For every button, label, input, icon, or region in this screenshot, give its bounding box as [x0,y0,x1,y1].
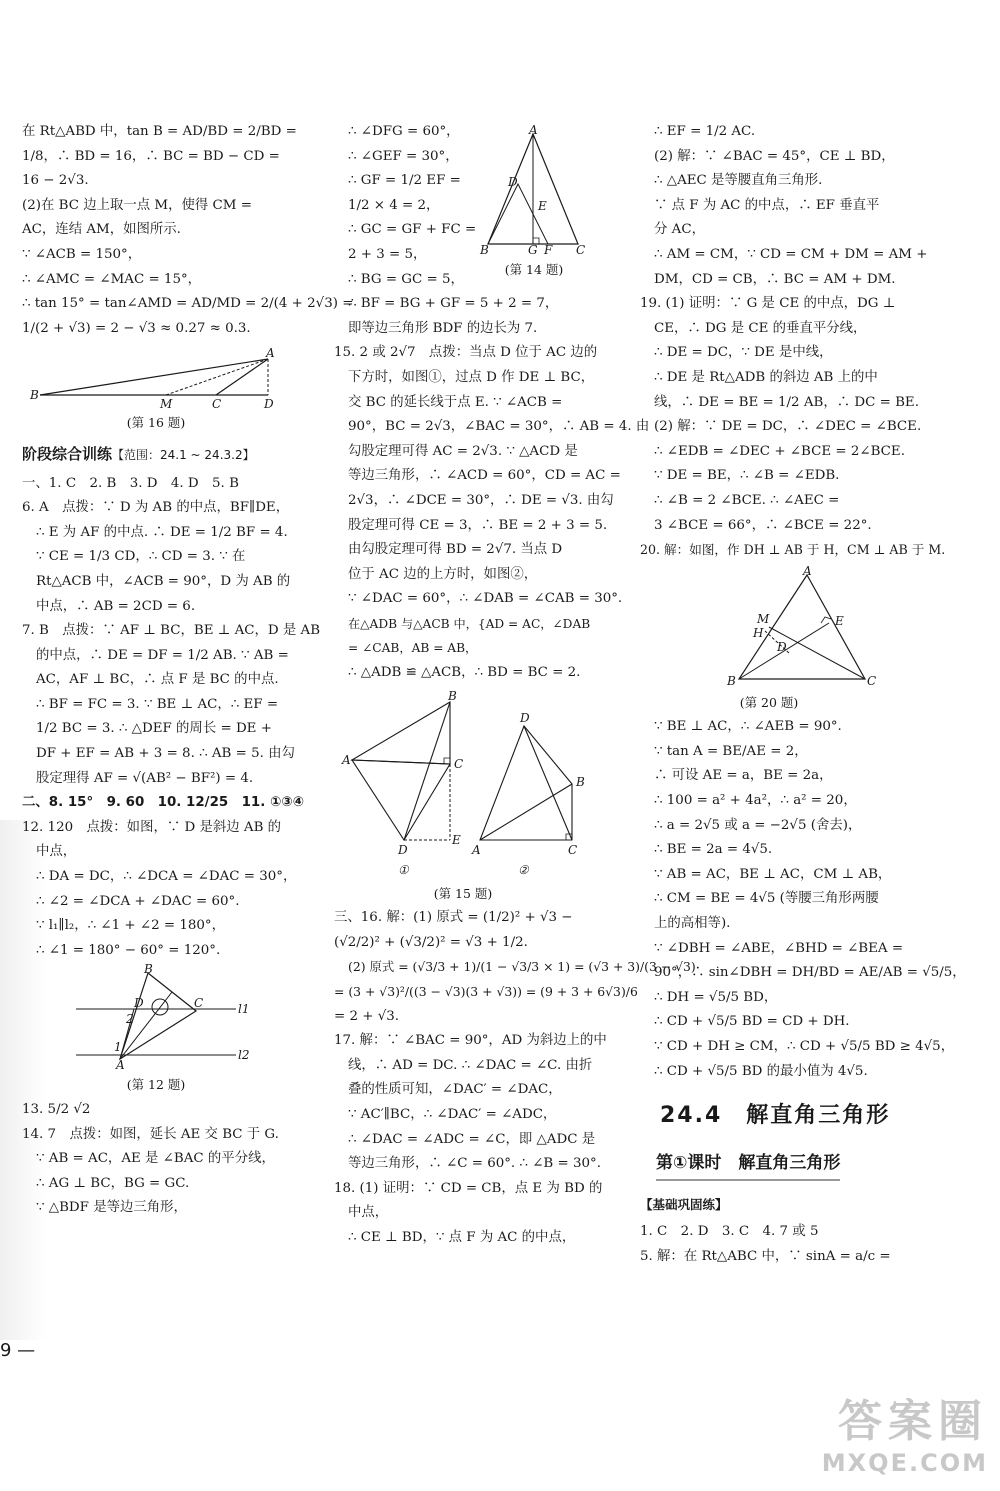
text-line: 中点， [348,1205,389,1221]
answer-20-continued [640,715,966,1084]
text-line: 1/8，∴ BD = 16，∴ BC = BD − CD = [22,148,280,164]
text-line: ∴ AG ⊥ BC，BG = GC. [36,1175,190,1191]
answers-1-to-12 [22,472,321,964]
practice-subtitle: 【基础巩固练】 [640,1197,728,1213]
fig15-label-c1: C [454,756,464,771]
text-line: = (3 + √3)²/((3 − √3)(3 + √3)) = (9 + 3 + 6√3)/6 [334,984,638,1000]
text-line: 14. 7 点拨：如图，延长 AE 交 BC 于 G. [22,1126,279,1142]
text-line: 等边三角形，∴ ∠ACD = 60°，CD = AC = [348,468,621,484]
figure-12 [56,962,256,1073]
text-line: 5. 解：在 Rt△ABC 中，∵ sinA = a/c = [640,1248,891,1264]
fig14-label-f: F [544,243,553,257]
text-line: 15. 2 或 2√7 点拨：当点 D 位于 AC 边的 [334,345,598,361]
fig15-label-b2: B [576,774,585,789]
text-line: ∴ BE = 2a = 4√5. [654,842,773,858]
text-line: 6. A 点拨：∵ D 为 AB 的中点，BF∥DE， [22,500,290,516]
text-line: ∴ ∠GEF = 30°， [348,148,459,164]
figure-15-caption: (第 15 题) [433,885,493,901]
text-line: 由勾股定理可得 BD = 2√7. 当点 D [348,542,563,558]
fig15-label-a2: A [472,842,481,857]
text-line: 勾股定理可得 AC = 2√3. ∵ △ACD 是 [348,443,578,459]
column-1 [22,120,354,1221]
text-line: ∴ BG = GC = 5， [348,271,464,287]
text-line: ∵ CE = 1/3 CD，∴ CD = 3. ∵ 在 [36,549,246,565]
text-line: 等边三角形，∴ ∠C = 60°. ∴ ∠B = 30°. [348,1156,601,1172]
text-line: 2 + 3 = 5， [348,246,427,262]
text-line: 位于 AC 边的上方时，如图②， [348,566,538,582]
text-line: ∵ 点 F 为 AC 的中点，∴ EF 垂直平 [654,197,880,213]
text-line: 16 − 2√3. [22,173,89,189]
fig15-label-a1: A [342,752,351,767]
fig12-label-1: 1 [114,1040,122,1055]
lesson-answers [640,1220,898,1269]
text-line: 18. (1) 证明：∵ CD = CB，点 E 为 BD 的 [334,1180,603,1196]
text-line: 90°，∴ sin∠DBH = DH/BD = AE/AB = √5/5， [654,965,966,981]
fig14-label-d: D [508,175,518,189]
text-line: 3 ∠BCE = 66°，∴ ∠BCE = 22°. [654,517,872,533]
text-line: ∵ ∠DBH = ∠ABE，∠BHD = ∠BEA = [654,940,904,956]
text-line: ∵ CD + DH ≥ CM，∴ CD + √5/5 BD ≥ 4√5， [654,1039,955,1054]
fig15-label-c2: C [568,842,578,857]
text-line: 中点，∴ AB = 2CD = 6. [36,598,196,614]
fig20-label-b: B [727,673,736,688]
watermark-url: MXQE.COM [821,1449,988,1477]
text-line: 12. 120 点拨：如图，∵ D 是斜边 AB 的 [22,819,282,835]
figure-14 [478,123,588,257]
figure-16-caption: (第 16 题) [126,415,186,431]
text-line: 股定理可得 CE = 3，∴ BE = 2 + 3 = 5. [348,517,608,533]
text-line: ∴ CD + √5/5 BD = CD + DH. [654,1014,850,1030]
text-line: ∴ EF = 1/2 AC. [654,124,756,139]
answer-14-continued [334,120,592,341]
fig14-label-e: E [538,199,547,213]
text-line: 的中点，∴ DE = DF = 1/2 AB. ∵ AB = [36,647,289,663]
text-line: 即等边三角形 BDF 的边长为 7. [348,320,538,336]
fig16-label-m: M [160,397,173,412]
text-line: ∵ ∠DAC = 60°，∴ ∠DAB = ∠CAB = 30°. [348,591,623,607]
text-line: ∴ CE ⊥ BD，∵ 点 F 为 AC 的中点， [348,1229,576,1245]
text-line: ∵ tan A = BE/AE = 2， [654,743,808,759]
text-line: 90°，BC = 2√3，∠BAC = 30°，∴ AB = 4. 由 [348,419,650,435]
text-line: ∵ △BDF 是等边三角形， [36,1200,187,1216]
text-line: ∴ ∠1 = 180° − 60° = 120°. [36,942,221,958]
text-line: 1/(2 + √3) = 2 − √3 ≈ 0.27 ≈ 0.3. [22,320,251,336]
text-line: (2) 解：∵ ∠BAC = 45°，CE ⊥ BD， [654,148,895,164]
figure-12-caption: (第 12 题) [126,1077,186,1093]
text-line: ∴ ∠AMC = ∠MAC = 15°， [22,271,202,287]
text-line: 线，∴ DE = BE = 1/2 AB，∴ DC = BE. [654,394,919,410]
text-line: ∴ 100 = a² + 4a²，∴ a² = 20， [654,793,857,809]
text-line: (2) 原式 = (√3/3 + 1)/(1 − √3/3 × 1) = (√3 + 3)/(3 − √3) [348,959,696,975]
text-line: 2√3，∴ ∠DCE = 30°，∴ DE = √3. 由勾 [348,492,614,508]
text-line: (√2/2)² + (√3/2)² = √3 + 1/2. [334,934,528,950]
page-number: 9 — [0,1340,36,1361]
text-line: DM，CD = CB，∴ BC = AM + DM. [654,271,896,287]
fig15-label-b1: B [448,688,457,703]
figure-15 [338,690,588,880]
text-line: ∴ DH = √5/5 BD， [654,989,778,1005]
figure-14-caption: (第 14 题) [504,262,564,277]
text-line: ∵ AB = AC，AE 是 ∠BAC 的平分线， [36,1151,275,1167]
text-line: ∴ BF = BG + GF = 5 + 2 = 7， [348,296,559,312]
fig14-label-a: A [529,123,538,137]
text-line: ∴ GC = GF + FC = [348,222,477,238]
fig15-label-d1: D [398,842,408,857]
text-line: 1. C 2. D 3. C 4. 7 或 5 [640,1223,819,1239]
chapter-title: 24.4 解直角三角形 [660,1103,891,1129]
watermark [822,1385,988,1477]
fig20-label-c: C [867,673,877,688]
text-line: (2) 解：∵ DE = DC，∴ ∠DEC = ∠BCE. [654,419,922,435]
fig12-label-b: B [144,962,153,977]
fig12-label-l2: l2 [238,1048,250,1063]
text-line: ∴ DE = DC，∵ DE 是中线， [654,345,833,361]
fig20-label-a: A [803,563,812,578]
section-title-text: 阶段综合训练 [22,444,113,463]
text-line: ∴ ∠B = 2 ∠BCE. ∴ ∠AEC = [654,492,840,508]
text-line: (2)在 BC 边上取一点 M，使得 CM = [22,197,252,213]
text-line: 7. B 点拨：∵ AF ⊥ BC，BE ⊥ AC，D 是 AB [22,623,321,639]
text-line: 分 AC， [654,222,705,238]
text-line: 二、8. 15° 9. 60 10. 12/25 11. ①③④ [22,795,304,811]
fig12-label-d: D [134,996,144,1011]
text-line: 中点， [36,844,77,860]
fig15-label-circle2: ② [518,862,529,877]
fig14-label-g: G [528,243,538,257]
text-line: ∴ ∠2 = ∠DCA + ∠DAC = 60°. [36,893,240,909]
fig15-label-circle1: ① [398,862,409,877]
section-range: 【范围：24.1 ~ 24.3.2】 [112,447,255,462]
text-line: 线，∴ AD = DC. ∴ ∠DAC = ∠C. 由折 [348,1057,593,1073]
text-line: ∴ BF = FC = 3. ∵ BE ⊥ AC，∴ EF = [36,696,279,712]
text-line: ∵ ∠ACB = 150°， [22,246,142,262]
text-line: 1/2 × 4 = 2， [348,197,440,213]
text-line: ∴ ∠EDB = ∠DEC + ∠BCE = 2∠BCE. [654,443,905,459]
text-line: ∵ AB = AC，BE ⊥ AC，CM ⊥ AB， [654,866,892,882]
fig12-label-c: C [194,996,204,1011]
text-line: ∵ BE ⊥ AC，∴ ∠AEB = 90°. [654,719,842,735]
answer-15 [334,341,650,685]
text-line: ∴ 可设 AE = a，BE = 2a， [654,768,833,784]
text-line: 1/2 BC = 3. ∴ △DEF 的周长 = DE + [36,721,272,737]
fig20-label-e: E [835,613,844,628]
text-line: Rt△ACB 中，∠ACB = 90°，D 为 AB 的 [36,573,291,589]
answers-13-14 [22,1098,290,1221]
answers-18-to-20 [640,120,946,563]
text-line: ∴ DA = DC，∴ ∠DCA = ∠DAC = 30°， [36,869,297,885]
fig16-label-a: A [266,346,275,361]
figure-20-caption: (第 20 题) [739,694,799,710]
text-line: ∴ E 为 AF 的中点. ∴ DE = 1/2 BF = 4. [36,524,288,540]
text-line: ∴ △ADB ≌ △ACB，∴ BD = BC = 2. [348,665,581,681]
text-line: AC，AF ⊥ BC，∴ 点 F 是 BC 的中点. [36,672,279,688]
fig12-label-a: A [116,1058,125,1073]
fig15-label-d2: D [520,710,530,725]
fig16-label-c: C [212,397,222,412]
solution-16-continued [22,120,354,341]
text-line: ∴ DE 是 Rt△ADB 的斜边 AB 上的中 [654,369,878,385]
text-line: 17. 解：∵ ∠BAC = 90°，AD 为斜边上的中 [334,1033,607,1049]
text-line: 股定理得 AF = √(AB² − BF²) = 4. [36,770,254,786]
text-line: 13. 5/2 √2 [22,1102,91,1117]
fig20-label-d: D [777,639,787,654]
fig12-label-l1: l1 [238,1002,250,1017]
figure-20 [669,563,877,689]
fig20-label-h: H [753,625,764,640]
text-line: 三、16. 解：(1) 原式 = (1/2)² + √3 − [334,910,573,926]
text-line: DF + EF = AB + 3 = 8. ∴ AB = 5. 由勾 [36,746,295,762]
text-line: 在 Rt△ABD 中，tan B = AD/BD = 2/BD = [22,124,297,139]
text-line: 在△ADB 与△ACB 中，{AD = AC，∠DAB = ∠CAB，AB = AB， [348,616,591,656]
text-line: ∴ tan 15° = tan∠AMD = AD/MD = 2/(4 + 2√3) = [22,296,354,312]
watermark-logo-text: 答案圈 [838,1396,988,1447]
text-line: 19. (1) 证明：∵ G 是 CE 的中点，DG ⊥ [640,296,896,312]
fig16-label-b: B [30,388,39,403]
text-line: ∴ AM = CM，∵ CD = CM + DM = AM + [654,246,928,262]
fig20-label-m: M [757,611,770,626]
text-line: 叠的性质可知，∠DAC′ = ∠DAC， [348,1082,562,1098]
text-line: 上的高相等). [654,916,731,932]
text-line: ∵ AC′∥BC，∴ ∠DAC′ = ∠ADC， [348,1107,557,1122]
text-line: 一、1. C 2. B 3. D 4. D 5. B [22,475,239,491]
text-line: = 2 + √3. [334,1008,400,1024]
text-line: 交 BC 的延长线于点 E. ∵ ∠ACB = [348,394,563,410]
lesson-title: 第①课时 解直角三角形 [656,1151,840,1182]
text-line: ∴ △AEC 是等腰直角三角形. [654,173,823,189]
fig16-label-d: D [264,397,274,412]
fig15-label-e1: E [452,832,461,847]
text-line: ∴ CM = BE = 4√5 (等腰三角形两腰 [654,891,879,907]
text-line: 下方时，如图①，过点 D 作 DE ⊥ BC， [348,369,595,385]
text-line: CE，∴ DG 是 CE 的垂直平分线， [654,320,867,336]
text-line: ∴ CD + √5/5 BD 的最小值为 4√5. [654,1063,868,1079]
text-line: ∴ a = 2√5 或 a = −2√5 (舍去)， [654,817,862,833]
text-line: ∴ ∠DAC = ∠ADC = ∠C，即 △ADC 是 [348,1131,596,1147]
section-title [22,442,290,468]
column-3 [640,120,966,1269]
text-line: ∵ DE = BE，∴ ∠B = ∠EDB. [654,468,840,484]
fig14-label-c: C [576,243,586,257]
text-line: ∴ GF = 1/2 EF = [348,173,461,189]
text-line: 20. 解：如图，作 DH ⊥ AB 于 H，CM ⊥ AB 于 M. [640,542,946,558]
fig14-label-b: B [480,243,489,257]
text-line: ∴ ∠DFG = 60°， [348,124,460,139]
text-line: AC，连结 AM，如图所示. [22,222,181,238]
text-line: ∵ l₁∥l₂，∴ ∠1 + ∠2 = 180°， [36,918,226,934]
fig12-label-2: 2 [126,1012,134,1027]
figure-16 [26,345,286,412]
